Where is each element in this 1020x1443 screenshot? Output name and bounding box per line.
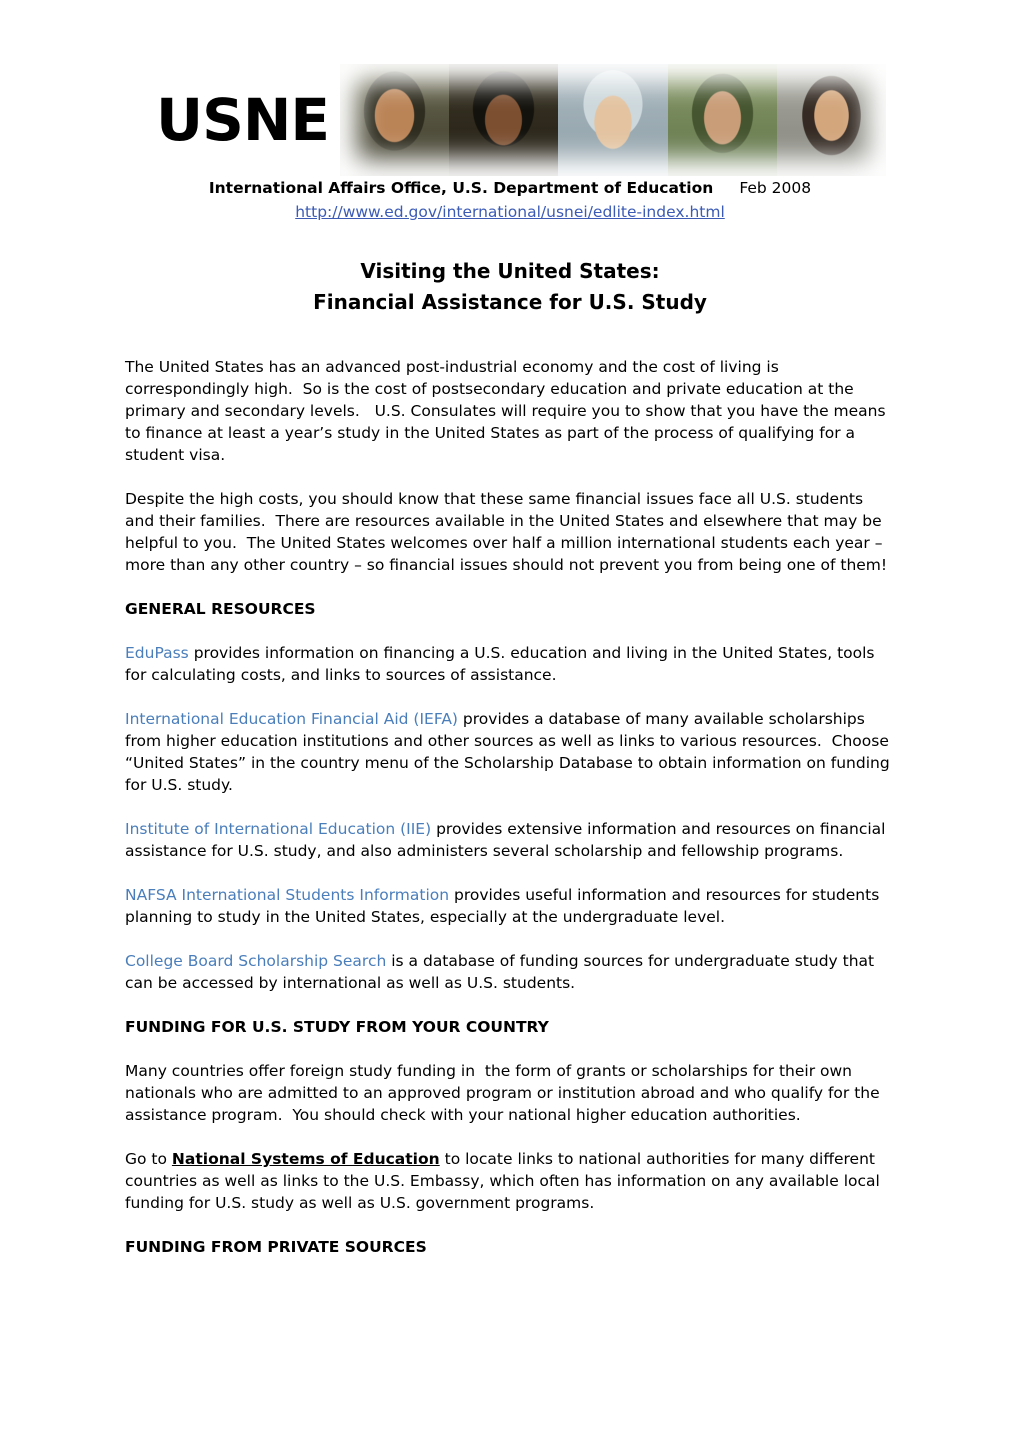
text-run: The United States has an advanced post-industrial economy and the cost of living is correspondingly high. So is the cost of postsecondary education and private education at the primary and secondary levels. U.S. Consulates will require you to show that you have the means to finance at least a year’s study in the United States as part of the process of qualifying for a student visa. xyxy=(125,358,891,464)
paragraph xyxy=(125,818,897,862)
banner-photo-3 xyxy=(558,64,667,176)
usnei-logo-text: USNE xyxy=(156,86,330,154)
paragraph xyxy=(125,950,897,994)
text-run: provides useful information and resources for students planning to study in the United States, especially at the undergraduate level. xyxy=(125,886,885,926)
college-board-link[interactable]: College Board Scholarship Search xyxy=(125,952,387,970)
text-run: GENERAL RESOURCES xyxy=(125,600,316,618)
paragraph xyxy=(125,642,897,686)
section-heading xyxy=(125,598,897,620)
text-run: to locate links to national authorities for many different countries as well as links to the U.S. Embassy, which often has information on any available local funding for U.S. study as well as U.S. government programs. xyxy=(125,1150,885,1212)
iie-link[interactable]: Institute of International Education (IIE) xyxy=(125,820,432,838)
paragraph xyxy=(125,884,897,928)
paragraph xyxy=(125,356,897,466)
office-name-text: International Affairs Office, U.S. Department of Education xyxy=(208,179,714,197)
title-line-2: Financial Assistance for U.S. Study xyxy=(313,290,707,314)
header-photo-banner xyxy=(340,64,886,176)
text-run: Go to xyxy=(125,1150,172,1168)
banner-photo-1 xyxy=(340,64,449,176)
section-heading xyxy=(125,1016,897,1038)
title-line-1: Visiting the United States: xyxy=(360,259,660,283)
banner-photo-5 xyxy=(777,64,886,176)
banner-photo-4 xyxy=(668,64,777,176)
text-run: Many countries offer foreign study funding in the form of grants or scholarships for their own nationals who are admitted to an approved program or institution abroad and who qualify for the assistance program. You should check with your national higher education authorities. xyxy=(125,1062,885,1124)
banner-photo-2 xyxy=(449,64,558,176)
text-run: provides information on financing a U.S. education and living in the United States, tools for calculating costs, and links to sources of assistance. xyxy=(125,644,880,684)
header-url-line xyxy=(0,201,1020,223)
text-run: Despite the high costs, you should know that these same financial issues face all U.S. students and their families. There are resources available in the United States and elsewhere that may be helpful to you. The United States welcomes over half a million international students each year – more than any other country – so financial issues should not prevent you from being one of them! xyxy=(125,490,888,574)
header-office-line xyxy=(0,177,1020,199)
section-heading xyxy=(125,1236,897,1258)
header-date: Feb 2008 xyxy=(739,179,812,197)
document-title xyxy=(0,256,1020,318)
text-run: is a database of funding sources for undergraduate study that can be accessed by international as well as U.S. students. xyxy=(125,952,880,992)
text-run: provides a database of many available scholarships from higher education institutions and other sources as well as links to various resources. Choose “United States” in the country menu of the Scholarship Database to obtain information on funding for U.S. study. xyxy=(125,710,895,794)
text-run: provides extensive information and resources on financial assistance for U.S. study, and also administers several scholarship and fellowship programs. xyxy=(125,820,891,860)
edupass-link[interactable]: EduPass xyxy=(125,644,189,662)
paragraph xyxy=(125,1060,897,1126)
document-body xyxy=(125,356,897,1280)
paragraph xyxy=(125,488,897,576)
nafsa-link[interactable]: NAFSA International Students Information xyxy=(125,886,450,904)
text-run: FUNDING FOR U.S. STUDY FROM YOUR COUNTRY xyxy=(125,1018,549,1036)
paragraph xyxy=(125,1148,897,1214)
national-systems-of-education-link[interactable]: National Systems of Education xyxy=(171,1150,440,1168)
paragraph xyxy=(125,708,897,796)
usnei-url-link[interactable]: http://www.ed.gov/international/usnei/edlite-index.html xyxy=(295,203,725,221)
iefa-link[interactable]: International Education Financial Aid (IEFA) xyxy=(125,710,458,728)
text-run: FUNDING FROM PRIVATE SOURCES xyxy=(125,1238,427,1256)
